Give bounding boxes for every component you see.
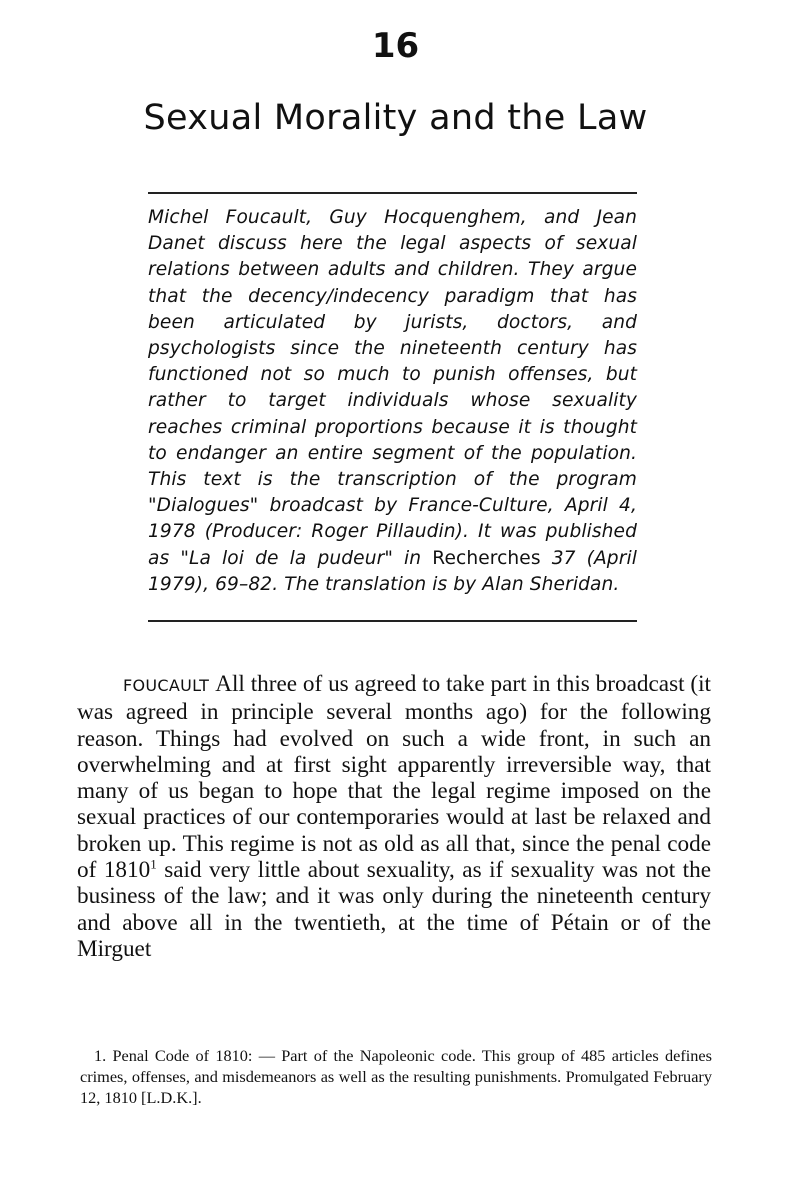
- abstract-top-rule: [148, 192, 637, 194]
- body-text: All three of us agreed to take part in this broadcast (it was agreed in principle several months ago) for the following reason. Things had evolved on such a wide front, in such an overwhelming and at first sight apparently irreversible way, that many of us began to hope that the legal regime imposed on the sexual practices of our contemporaries would at last be relaxed and broken up. This regime is not as old as all that, since the penal code of 1810: [77, 671, 711, 884]
- footnote-reference[interactable]: 1: [150, 856, 157, 872]
- abstract-text-end: 37 (April 1979), 69–82. The translation is by Alan Sheridan.: [148, 547, 637, 595]
- chapter-number: 16: [371, 26, 420, 66]
- body-paragraph: [77, 671, 711, 962]
- chapter-abstract: [148, 205, 637, 598]
- journal-name: Recherches: [432, 547, 541, 569]
- chapter-title: Sexual Morality and the Law: [143, 98, 648, 138]
- footnote: 1. Penal Code of 1810: — Part of the Napoleonic code. This group of 485 articles defines crimes, offenses, and misdemeanors as well as the resulting punishments. Promulgated February 12, 1810 [L.D.K.].: [80, 1046, 712, 1107]
- body-text-continued: said very little about sexuality, as if sexuality was not the business of the law; and it was only during the nineteenth century and above all in the twentieth, at the time of Pétain or of the Mirguet: [77, 857, 711, 962]
- abstract-text: Michel Foucault, Guy Hocquenghem, and Jean Danet discuss here the legal aspects of sexual relations between adults and children. They argue that the decency/indecency paradigm that has been articulated by jurists, doctors, and psychologists since the nineteenth century has functioned not so much to punish offenses, but rather to target individuals whose sexuality reaches criminal proportions because it is thought to endanger an entire segment of the population. This text is the transcription of the program "Dialogues" broadcast by France-Culture, April 4, 1978 (Producer: Roger Pillaudin). It was published as "La loi de la pudeur" in: [148, 207, 637, 569]
- speaker-label: FOUCAULT: [123, 676, 210, 695]
- abstract-bottom-rule: [148, 620, 637, 622]
